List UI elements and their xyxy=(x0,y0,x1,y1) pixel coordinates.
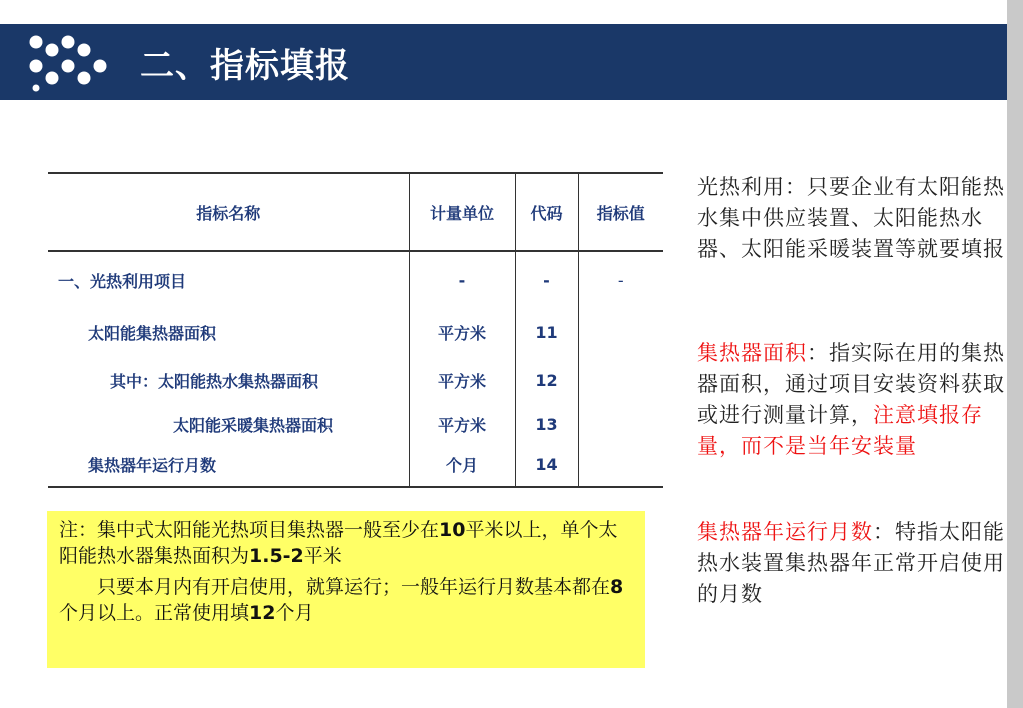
side-term: 集热器面积 xyxy=(697,341,807,365)
row-value xyxy=(578,405,663,443)
note-box xyxy=(47,511,645,668)
note-number: 1.5-2 xyxy=(249,545,304,567)
note-text: 平米以上，单个太阳能热水器集热面积为 xyxy=(59,519,618,567)
note-number: 8 xyxy=(610,576,624,598)
table-row xyxy=(48,355,663,405)
table-row xyxy=(48,405,663,443)
indicator-table xyxy=(48,172,663,488)
row-name: 太阳能采暖集热器面积 xyxy=(173,415,334,435)
row-name: 其中：太阳能热水集热器面积 xyxy=(110,371,319,391)
row-name: 集热器年运行月数 xyxy=(48,443,409,487)
row-unit: 平方米 xyxy=(409,355,515,405)
dots-logo-icon xyxy=(22,32,122,92)
side-text: 光热利用：只要企业有太阳能热水集中供应装置、太阳能热水器、太阳能采暖装置等就要填报 xyxy=(697,175,1005,261)
row-name: 太阳能集热器面积 xyxy=(88,323,217,343)
row-unit: 平方米 xyxy=(409,405,515,443)
row-code: 14 xyxy=(515,443,578,487)
row-unit: 个月 xyxy=(409,443,515,487)
table-row xyxy=(48,443,663,487)
row-value xyxy=(578,309,663,355)
side-text: ：指实际在用的集热器面积，通过项目安装资料获取或进行测量计算， xyxy=(697,341,1005,427)
row-code: - xyxy=(515,251,578,309)
note-text: 只要本月内有开启使用，就算运行；一般年运行月数基本都在 xyxy=(97,576,611,598)
table-row xyxy=(48,251,663,309)
row-code: 12 xyxy=(515,355,578,405)
note-number: 10 xyxy=(439,519,466,541)
row-value xyxy=(578,443,663,487)
header-banner xyxy=(0,24,1007,100)
side-block-collector-area xyxy=(697,338,1009,462)
side-emphasis: 注意填报存量，而不是当年安装量 xyxy=(697,403,983,458)
row-name: 一、光热利用项目 xyxy=(58,272,187,291)
row-value: - xyxy=(578,251,663,309)
row-value xyxy=(578,355,663,405)
note-number: 12 xyxy=(249,602,276,624)
column-header-unit: 计量单位 xyxy=(409,173,515,251)
row-code: 11 xyxy=(515,309,578,355)
row-unit: - xyxy=(409,251,515,309)
row-code: 13 xyxy=(515,405,578,443)
note-text: 个月以上。正常使用填 xyxy=(59,602,250,624)
table-header-row xyxy=(48,173,663,251)
right-edge-bar xyxy=(1007,0,1023,708)
note-text: 个月 xyxy=(275,602,314,624)
side-term: 集热器年运行月数 xyxy=(697,520,873,544)
side-block-solar-use xyxy=(697,172,1009,265)
column-header-name: 指标名称 xyxy=(48,173,409,251)
note-text: 注：集中式太阳能光热项目集热器一般至少在 xyxy=(59,519,440,541)
note-text: 平米 xyxy=(303,545,342,567)
note-paragraph-1 xyxy=(59,517,633,569)
table-row xyxy=(48,309,663,355)
column-header-code: 代码 xyxy=(515,173,578,251)
page-title: 二、指标填报 xyxy=(140,46,350,86)
side-block-operating-months xyxy=(697,517,1009,610)
row-unit: 平方米 xyxy=(409,309,515,355)
column-header-value: 指标值 xyxy=(578,173,663,251)
side-text: ：特指太阳能热水装置集热器年正常开启使用的月数 xyxy=(697,520,1005,606)
note-paragraph-2 xyxy=(59,574,633,626)
